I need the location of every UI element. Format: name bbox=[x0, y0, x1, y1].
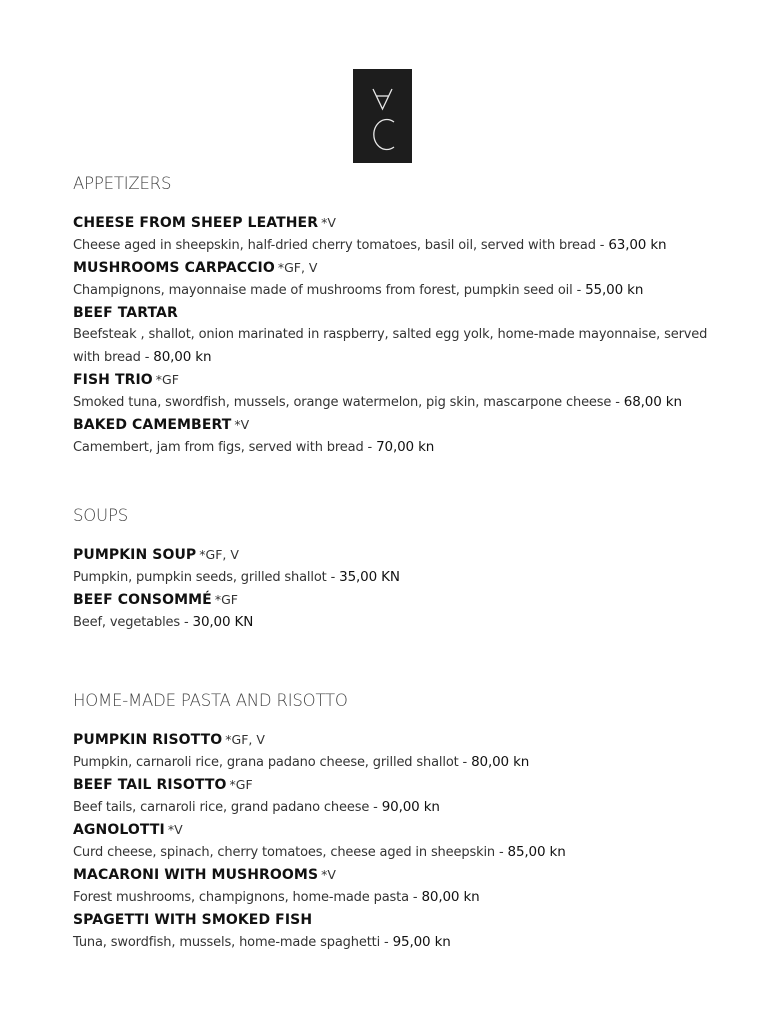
menu-item-description: Beef, vegetables - bbox=[73, 615, 193, 630]
menu-item bbox=[73, 589, 713, 634]
menu-item bbox=[73, 909, 713, 954]
menu-item-price: 80,00 kn bbox=[421, 889, 480, 905]
section-title: APPETIZERS bbox=[73, 174, 172, 193]
menu-item-heading bbox=[73, 414, 713, 436]
menu-item bbox=[73, 864, 713, 909]
menu-item bbox=[73, 544, 713, 589]
menu-item-dietary-tags: *V bbox=[321, 867, 336, 882]
section-title: SOUPS bbox=[73, 506, 128, 525]
menu-item-name: SPAGETTI WITH SMOKED FISH bbox=[73, 912, 313, 928]
section-items bbox=[73, 544, 713, 634]
menu-item-description: Beefsteak , shallot, onion marinated in raspberry, salted egg yolk, home-made mayonnaise, served with bread - bbox=[73, 327, 708, 365]
menu-item-heading bbox=[73, 729, 713, 751]
menu-item-description-line bbox=[73, 436, 713, 459]
menu-item-description: Tuna, swordfish, mussels, home-made spaghetti - bbox=[73, 935, 393, 950]
menu-item-price: 95,00 kn bbox=[392, 934, 451, 950]
menu-item-price: 85,00 kn bbox=[507, 844, 566, 860]
menu-item-heading bbox=[73, 774, 713, 796]
menu-item-description-line bbox=[73, 886, 713, 909]
menu-item-heading bbox=[73, 257, 713, 279]
menu-section-soups bbox=[73, 506, 713, 634]
menu-item-heading bbox=[73, 819, 713, 841]
menu-item bbox=[73, 369, 713, 414]
menu-item-heading bbox=[73, 864, 713, 886]
section-items bbox=[73, 729, 713, 954]
menu-item-description-line bbox=[73, 841, 713, 864]
menu-item bbox=[73, 257, 713, 302]
menu-item-description: Curd cheese, spinach, cherry tomatoes, cheese aged in sheepskin - bbox=[73, 845, 508, 860]
menu-item-heading bbox=[73, 544, 713, 566]
menu-item-price: 30,00 KN bbox=[192, 614, 254, 630]
menu-item-name: BEEF TARTAR bbox=[73, 305, 178, 321]
logo-mark-icon bbox=[353, 69, 412, 163]
menu-item-description: Champignons, mayonnaise made of mushrooms from forest, pumpkin seed oil - bbox=[73, 283, 586, 298]
menu-item-dietary-tags: *GF bbox=[214, 592, 238, 607]
menu-item-description-line bbox=[73, 611, 713, 634]
menu-item bbox=[73, 819, 713, 864]
menu-item-name: CHEESE FROM SHEEP LEATHER bbox=[73, 215, 319, 231]
menu-item-name: AGNOLOTTI bbox=[73, 822, 165, 838]
menu-item-description: Forest mushrooms, champignons, home-made pasta - bbox=[73, 890, 422, 905]
menu-item-description: Smoked tuna, swordfish, mussels, orange watermelon, pig skin, mascarpone cheese - bbox=[73, 395, 624, 410]
menu-section-pasta-risotto bbox=[73, 691, 713, 954]
menu-item-price: 70,00 kn bbox=[376, 439, 435, 455]
menu-item-name: BEEF TAIL RISOTTO bbox=[73, 777, 227, 793]
menu-item bbox=[73, 729, 713, 774]
menu-item-dietary-tags: *V bbox=[321, 215, 336, 230]
menu-item-description-line bbox=[73, 234, 713, 257]
menu-item-description-line bbox=[73, 796, 713, 819]
menu-item-description-line bbox=[73, 324, 713, 369]
menu-item-description-line bbox=[73, 391, 713, 414]
menu-item-description: Pumpkin, pumpkin seeds, grilled shallot - bbox=[73, 570, 340, 585]
menu-item-heading bbox=[73, 302, 713, 324]
menu-item-name: MUSHROOMS CARPACCIO bbox=[73, 260, 275, 276]
menu-item-description: Beef tails, carnaroli rice, grand padano cheese - bbox=[73, 800, 382, 815]
menu-item-name: BEEF CONSOMMÉ bbox=[73, 592, 212, 608]
menu-item-dietary-tags: *GF, V bbox=[225, 732, 265, 747]
menu-item-description-line bbox=[73, 566, 713, 589]
menu-item-name: PUMPKIN SOUP bbox=[73, 547, 197, 563]
menu-item-description-line bbox=[73, 279, 713, 302]
menu-item-price: 55,00 kn bbox=[585, 282, 644, 298]
menu-item-dietary-tags: *V bbox=[167, 822, 183, 837]
menu-item-dietary-tags: *GF bbox=[229, 777, 253, 792]
menu-item-name: BAKED CAMEMBERT bbox=[73, 417, 232, 433]
section-items bbox=[73, 212, 713, 459]
menu-item-heading bbox=[73, 212, 713, 234]
menu-item-price: 35,00 KN bbox=[339, 569, 400, 585]
menu-item-name: PUMPKIN RISOTTO bbox=[73, 732, 223, 748]
menu-item bbox=[73, 774, 713, 819]
menu-item-heading bbox=[73, 589, 713, 611]
menu-item bbox=[73, 414, 713, 459]
menu-item-dietary-tags: *GF, V bbox=[277, 260, 318, 275]
menu-item-description: Pumpkin, carnaroli rice, grana padano cheese, grilled shallot - bbox=[73, 755, 472, 770]
menu-item-description-line bbox=[73, 931, 713, 954]
menu-item-heading bbox=[73, 369, 713, 391]
menu-section-appetizers bbox=[73, 174, 713, 459]
menu-item-description-line bbox=[73, 751, 713, 774]
menu-item bbox=[73, 212, 713, 257]
menu-item bbox=[73, 302, 713, 369]
menu-item-description: Cheese aged in sheepskin, half-dried cherry tomatoes, basil oil, served with bread - bbox=[73, 238, 609, 253]
menu-item-dietary-tags: *GF bbox=[155, 372, 179, 387]
menu-item-dietary-tags: *GF, V bbox=[199, 547, 239, 562]
menu-item-dietary-tags: *V bbox=[234, 417, 250, 432]
menu-item-price: 80,00 kn bbox=[471, 754, 530, 770]
restaurant-logo bbox=[353, 69, 412, 163]
menu-item-price: 90,00 kn bbox=[381, 799, 440, 815]
menu-item-description: Camembert, jam from figs, served with bread - bbox=[73, 440, 377, 455]
menu-item-name: MACARONI WITH MUSHROOMS bbox=[73, 867, 319, 883]
menu-item-price: 63,00 kn bbox=[608, 237, 667, 253]
menu-item-name: FISH TRIO bbox=[73, 372, 153, 388]
menu-item-heading bbox=[73, 909, 713, 931]
section-title: HOME-MADE PASTA AND RISOTTO bbox=[73, 691, 348, 710]
menu-item-price: 68,00 kn bbox=[623, 394, 682, 410]
menu-item-price: 80,00 kn bbox=[153, 349, 212, 365]
